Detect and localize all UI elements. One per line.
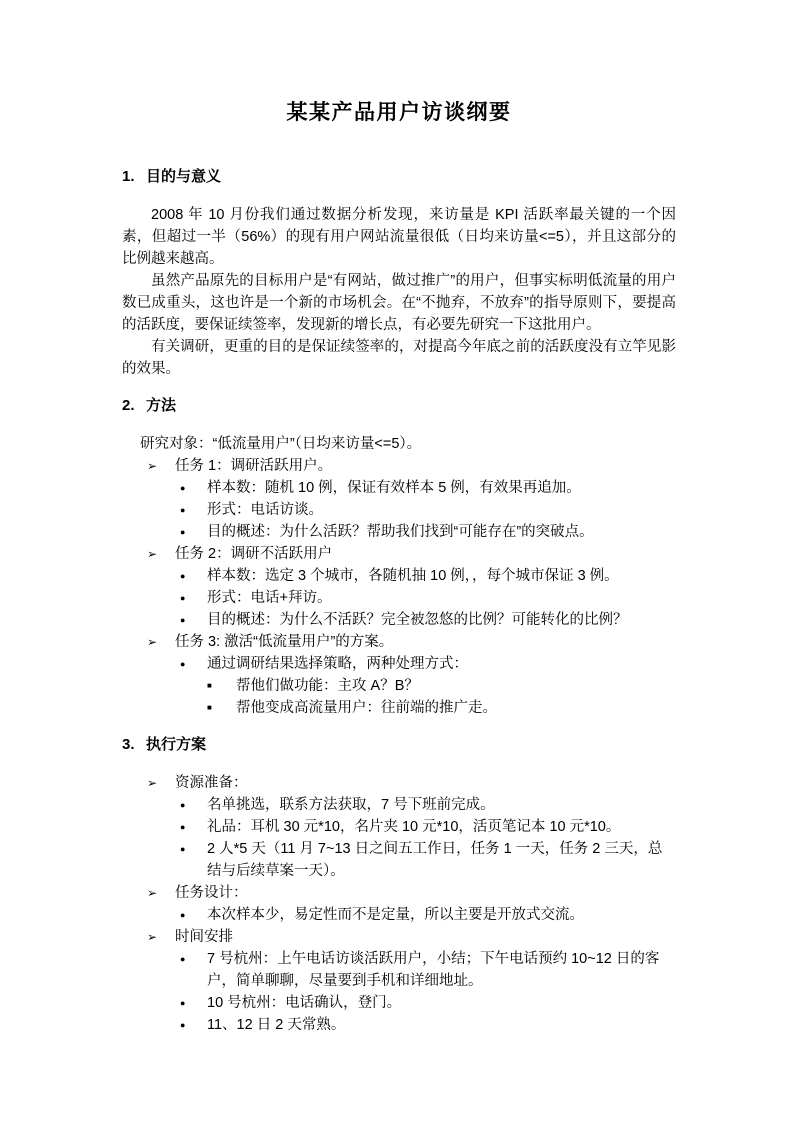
section-number: 2.	[122, 397, 135, 414]
section-heading	[122, 734, 676, 756]
list-item-level-1	[122, 631, 676, 653]
list-item-level-2	[122, 609, 676, 631]
list-item-level-1	[122, 455, 676, 477]
circle-bullet-icon: ●	[180, 593, 186, 603]
list-item-text: 任务 3: 激活“低流量用户”的方案。	[175, 634, 394, 650]
circle-bullet-icon: ●	[180, 998, 186, 1008]
section-heading	[122, 166, 676, 188]
list-item-level-2	[122, 838, 676, 882]
list-item-level-2	[122, 521, 676, 543]
body-paragraph: 有关调研，更重的目的是保证续签率的，对提高今年底之前的活跃度没有立竿见影的效果。	[122, 339, 676, 377]
circle-bullet-icon: ●	[180, 527, 186, 537]
section-title: 方法	[146, 397, 177, 414]
list-item-level-1	[122, 543, 676, 565]
arrow-bullet-icon: ➢	[147, 459, 158, 473]
list-item-text: 2 人*5 天（11 月 7~13 日之间五工作日，任务 1 一天，任务 2 三天，总结与后续草案一天）。	[207, 841, 663, 879]
list-item-text: 礼品：耳机 30 元*10，名片夹 10 元*10，活页笔记本 10 元*10。	[207, 819, 621, 835]
circle-bullet-icon: ●	[180, 615, 186, 625]
circle-bullet-icon: ●	[180, 659, 186, 669]
circle-bullet-icon: ●	[180, 822, 186, 832]
list-item-level-2	[122, 587, 676, 609]
body-paragraph: 虽然产品原先的目标用户是“有网站，做过推广”的用户，但事实标明低流量的用户数已成重头，这也许是一个新的市场机会。在“不抛弃，不放弃”的指导原则下，要提高的活跃度，要保证续签率，发现新的增长点，有必要先研究一下这批用户。	[122, 273, 676, 333]
circle-bullet-icon: ●	[180, 800, 186, 810]
section-title: 目的与意义	[146, 168, 222, 185]
circle-bullet-icon: ●	[180, 505, 186, 515]
body-paragraph: 2008 年 10 月份我们通过数据分析发现，来访量是 KPI 活跃率最关键的一个因素，但超过一半（56%）的现有用户网站流量很低（日均来访量<=5），并且这部分的比例越来越高。	[122, 207, 676, 267]
section-number: 3.	[122, 736, 135, 753]
circle-bullet-icon: ●	[180, 954, 186, 964]
list-item-text: 名单挑选，联系方法获取，7 号下班前完成。	[207, 797, 495, 813]
list-item-level-2	[122, 653, 676, 675]
list-item-level-2	[122, 477, 676, 499]
section-number: 1.	[122, 168, 135, 185]
list-item-level-2	[122, 794, 676, 816]
list-item-level-1	[122, 772, 676, 794]
list-item-text: 目的概述：为什么不活跃？完全被忽悠的比例？可能转化的比例？	[207, 612, 628, 628]
list-item-text: 本次样本少，易定性而不是定量，所以主要是开放式交流。	[207, 907, 584, 923]
list-item-level-2	[122, 565, 676, 587]
circle-bullet-icon: ●	[180, 1020, 186, 1030]
list-item-text: 任务 1：调研活跃用户。	[175, 458, 333, 474]
arrow-bullet-icon: ➢	[147, 635, 158, 649]
list-item-text: 帮他变成高流量用户：往前端的推广走。	[236, 700, 497, 716]
list-item-level-1	[122, 926, 676, 948]
list-item-level-3	[122, 675, 676, 697]
list-item-text: 形式：电话访谈。	[207, 502, 323, 518]
list-item-level-2	[122, 992, 676, 1014]
list-item-level-2	[122, 816, 676, 838]
list-item-level-3	[122, 697, 676, 719]
list-item-text: 任务设计：	[175, 885, 248, 901]
list-item-text: 10 号杭州：电话确认，登门。	[207, 995, 402, 1011]
list-item-text: 资源准备：	[175, 775, 248, 791]
list-item-text: 11、12 日 2 天常熟。	[207, 1017, 346, 1033]
list-item-text: 样本数：随机 10 例，保证有效样本 5 例，有效果再追加。	[207, 480, 581, 496]
list-item-text: 通过调研结果选择策略，两种处理方式：	[207, 656, 468, 672]
list-item-level-2	[122, 948, 676, 992]
list-item-text: 时间安排	[175, 929, 233, 945]
list-item-text: 样本数：选定 3 个城市，各随机抽 10 例，，每个城市保证 3 例。	[207, 568, 619, 584]
arrow-bullet-icon: ➢	[147, 930, 158, 944]
list-item-level-2	[122, 499, 676, 521]
list-item-text: 7 号杭州：上午电话访谈活跃用户，小结；下午电话预约 10~12 日的客户，简单聊聊，尽量要到手机和详细地址。	[207, 951, 660, 989]
circle-bullet-icon: ●	[180, 910, 186, 920]
list-item-text: 任务 2：调研不活跃用户	[175, 546, 333, 562]
document-title: 某某产品用户访谈纲要	[286, 101, 512, 124]
list-item-level-2	[122, 1014, 676, 1036]
section-heading	[122, 395, 676, 417]
list-item-level-2	[122, 904, 676, 926]
section-title: 执行方案	[146, 736, 207, 753]
arrow-bullet-icon: ➢	[147, 547, 158, 561]
circle-bullet-icon: ●	[180, 844, 186, 854]
arrow-bullet-icon: ➢	[147, 886, 158, 900]
square-bullet-icon: ■	[207, 703, 212, 712]
list-item-level-1	[122, 882, 676, 904]
circle-bullet-icon: ●	[180, 483, 186, 493]
text-line: 研究对象：“低流量用户”（日均来访量<=5）。	[140, 436, 422, 452]
circle-bullet-icon: ●	[180, 571, 186, 581]
list-item-text: 目的概述：为什么活跃？帮助我们找到“可能存在”的突破点。	[207, 524, 594, 540]
list-item-text: 帮他们做功能：主攻 A？B？	[236, 678, 419, 694]
arrow-bullet-icon: ➢	[147, 776, 158, 790]
list-item-text: 形式：电话+拜访。	[207, 590, 332, 606]
square-bullet-icon: ■	[207, 681, 212, 690]
document-body	[122, 166, 676, 1036]
